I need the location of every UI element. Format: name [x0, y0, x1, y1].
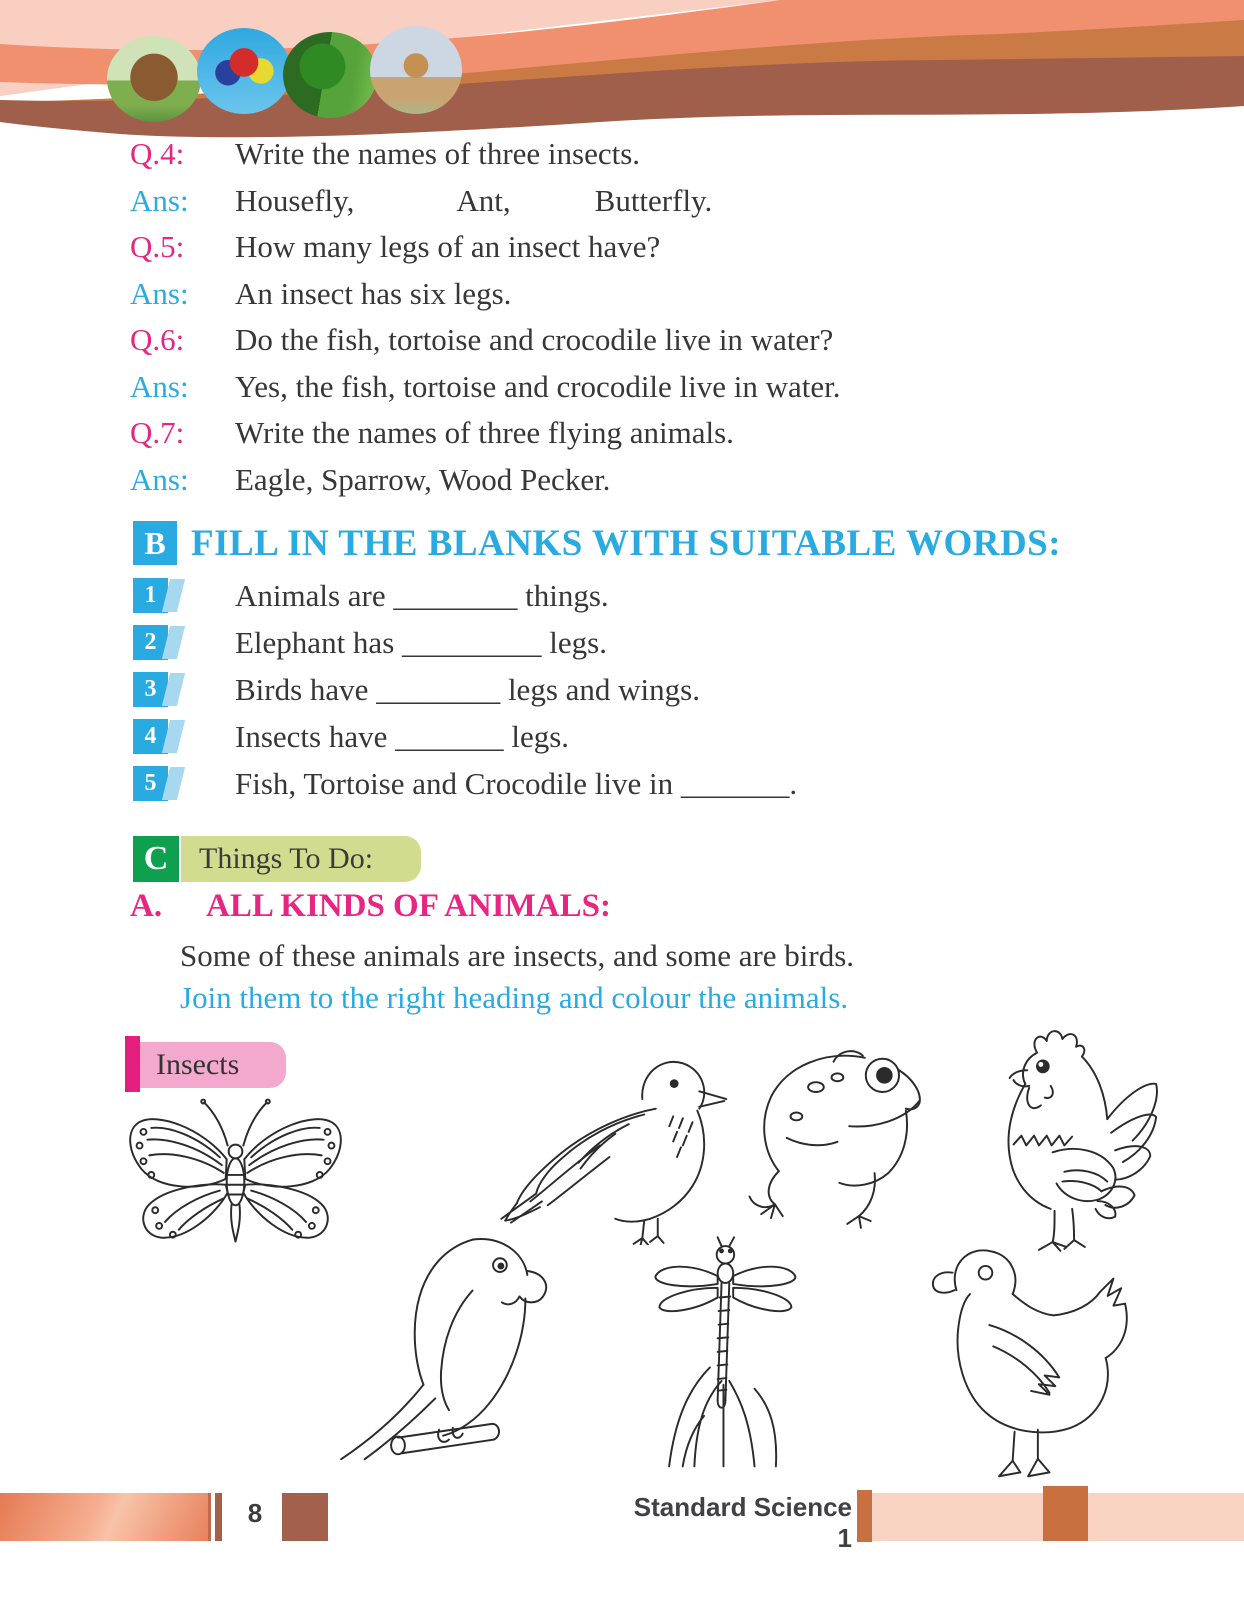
- question-label: Q.4:: [130, 136, 185, 171]
- answer-word: Housefly,: [235, 182, 355, 218]
- item-number-badge: 4: [133, 719, 168, 754]
- question-row: [130, 322, 1140, 369]
- insects-label-bar: [125, 1036, 140, 1092]
- question-label: Q.5:: [130, 229, 185, 264]
- item-number-badge: 3: [133, 672, 168, 707]
- question-text: Write the names of three insects.: [235, 136, 641, 171]
- answer-text: Eagle, Sparrow, Wood Pecker.: [235, 461, 611, 497]
- bear-photo: [107, 36, 201, 122]
- answer-label: Ans:: [130, 461, 189, 497]
- footer-accent-line: [215, 1493, 222, 1541]
- footer-gradient-bar: [0, 1493, 211, 1541]
- duck-drawing: [895, 1232, 1140, 1484]
- question-row: [130, 136, 1140, 183]
- things-to-do-label: Things To Do:: [199, 842, 374, 875]
- answer-label: Ans:: [130, 368, 189, 404]
- answer-text: Yes, the fish, tortoise and crocodile live in water.: [235, 368, 841, 404]
- section-c-header: [133, 836, 421, 882]
- section-b-title: FILL IN THE BLANKS WITH SUITABLE WORDS:: [191, 522, 1062, 564]
- footer-orange-block: [1043, 1486, 1088, 1541]
- item-number-badge: 1: [133, 578, 168, 613]
- parrot-photo: [283, 32, 377, 118]
- answer-row: [130, 462, 1140, 509]
- insects-label-text: Insects: [156, 1048, 240, 1081]
- blank-sentence: Animals are ________ things.: [235, 578, 609, 613]
- blank-sentence: Fish, Tortoise and Crocodile live in _______.: [235, 766, 798, 801]
- parrot-drawing: [280, 1222, 565, 1467]
- book-title: Standard Science 1: [633, 1492, 852, 1553]
- question-answer-list: [130, 136, 1140, 508]
- footer-orange-bar: [857, 1490, 872, 1542]
- fill-in-blanks-list: [133, 578, 1133, 813]
- question-label: Q.6:: [130, 322, 185, 357]
- insects-label-box: [140, 1042, 286, 1088]
- footer-brown-square: [282, 1493, 328, 1541]
- section-b-header: [133, 521, 1061, 565]
- blank-item: [133, 578, 1133, 625]
- blank-item: [133, 766, 1133, 813]
- answer-row: [130, 276, 1140, 323]
- answer-word: Butterfly.: [594, 182, 713, 218]
- blank-sentence: Insects have _______ legs.: [235, 719, 570, 754]
- activity-heading: [130, 888, 611, 925]
- answer-word: Ant,: [456, 182, 511, 218]
- blank-item: [133, 625, 1133, 672]
- question-text: How many legs of an insect have?: [235, 229, 661, 264]
- answer-label: Ans:: [130, 275, 189, 311]
- question-row: [130, 415, 1140, 462]
- blank-item: [133, 719, 1133, 766]
- answer-row: [130, 369, 1140, 416]
- blank-sentence: Birds have ________ legs and wings.: [235, 672, 700, 707]
- answer-row: [130, 183, 1140, 230]
- question-text: Do the fish, tortoise and crocodile live in water?: [235, 322, 834, 357]
- insects-category-label: [125, 1036, 286, 1092]
- activity-title: ALL KINDS OF ANIMALS:: [206, 888, 611, 924]
- item-number-badge: 5: [133, 766, 168, 801]
- sparrow-drawing: [455, 1040, 735, 1245]
- activity-instruction-1: Some of these animals are insects, and some are birds.: [180, 938, 855, 973]
- things-to-do-box: [181, 836, 421, 882]
- rooster-drawing: [955, 1025, 1160, 1260]
- frog-drawing: [728, 1035, 943, 1233]
- page-number: 8: [247, 1498, 263, 1528]
- activity-instruction-2: Join them to the right heading and colour the animals.: [180, 980, 849, 1015]
- answer-text: An insect has six legs.: [235, 275, 512, 311]
- question-label: Q.7:: [130, 415, 185, 450]
- section-b-badge: B: [133, 521, 177, 565]
- question-row: [130, 229, 1140, 276]
- dragonfly-drawing: [640, 1222, 805, 1472]
- answer-label: Ans:: [130, 182, 189, 218]
- cheetah-photo: [370, 26, 462, 114]
- item-number-badge: 2: [133, 625, 168, 660]
- question-text: Write the names of three flying animals.: [235, 415, 734, 450]
- blank-sentence: Elephant has _________ legs.: [235, 625, 607, 660]
- section-c-badge: C: [133, 836, 179, 882]
- balloons-photo: [197, 28, 291, 114]
- activity-letter: A.: [130, 888, 163, 924]
- blank-item: [133, 672, 1133, 719]
